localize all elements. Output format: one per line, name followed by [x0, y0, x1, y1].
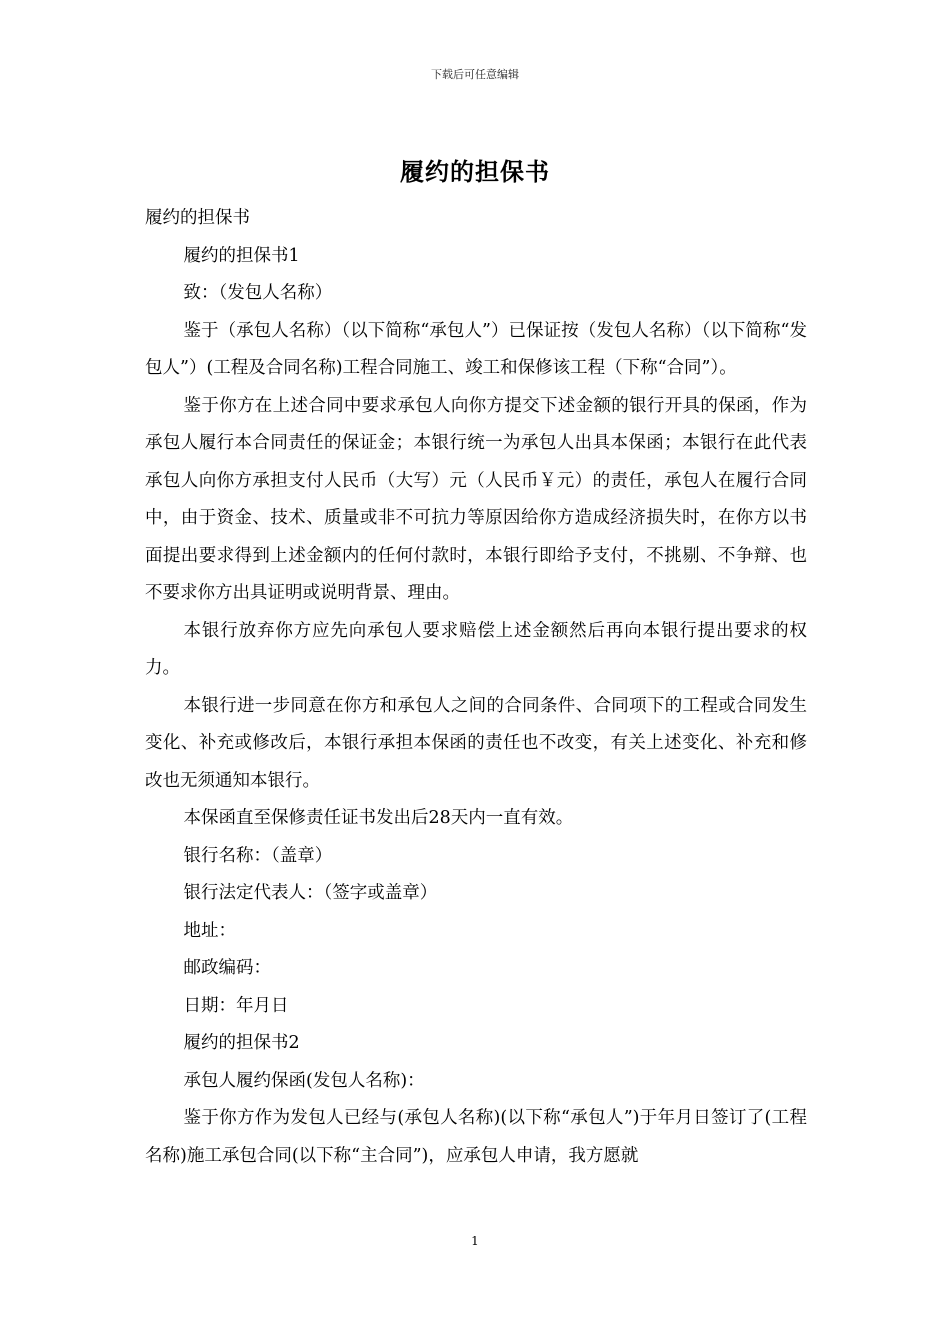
postal-code-line: 邮政编码： — [183, 958, 271, 978]
paragraph-recital-1: 鉴于（承包人名称）（以下简称“承包人”）已保证按（发包人名称）（以下简称“发包人”）(工程及合同名称)工程合同施工、竣工和保修该工程（下称“合同”）。 — [145, 320, 807, 378]
section-heading: 履约的担保书 — [145, 208, 250, 228]
bank-representative-line: 银行法定代表人：（签字或盖章） — [183, 883, 438, 903]
document-title: 履约的担保书 — [400, 158, 550, 186]
addressee-line: 致：（发包人名称） — [183, 283, 333, 303]
paragraph-recital-2: 鉴于你方在上述合同中要求承包人向你方提交下述金额的银行开具的保函，作为承包人履行本合同责任的保证金；本银行统一为承包人出具本保函；本银行在此代表承包人向你方承担支付人民币（大写）元（人民币￥元）的责任，承包人在履行合同中，由于资金、技术、质量或非不可抗力等原因给你方造成经济损失时，在你方以书面提出要求得到上述金额内的任何付款时，本银行即给予支付，不挑剔、不争辩、也不要求你方出具证明或说明背景、理由。 — [145, 395, 807, 603]
page-number: 1 — [471, 1234, 479, 1248]
bank-name-line: 银行名称：（盖章） — [183, 845, 333, 866]
paragraph-guarantee-recital: 鉴于你方作为发包人已经与(承包人名称)(以下称“承包人”)于年月日签订了(工程名称)施工承包合同(以下称“主合同”)，应承包人申请，我方愿就 — [145, 1108, 807, 1166]
subsection-heading-1: 履约的担保书1 — [183, 245, 300, 266]
guarantee-addressee-line: 承包人履约保函(发包人名称)： — [183, 1070, 425, 1091]
paragraph-validity: 本保函直至保修责任证书发出后28天内一直有效。 — [183, 808, 574, 828]
address-line: 地址： — [183, 920, 236, 941]
document-body — [145, 200, 807, 1175]
paragraph-amendment: 本银行进一步同意在你方和承包人之间的合同条件、合同项下的工程或合同发生变化、补充或修改后，本银行承担本保函的责任也不改变，有关上述变化、补充和修改也无须通知本银行。 — [145, 695, 807, 791]
date-line: 日期：年月日 — [183, 995, 289, 1016]
page-header: 下载后可任意编辑 — [431, 68, 519, 81]
paragraph-waiver: 本银行放弃你方应先向承包人要求赔偿上述金额然后再向本银行提出要求的权力。 — [145, 620, 807, 678]
subsection-heading-2: 履约的担保书2 — [183, 1033, 300, 1053]
